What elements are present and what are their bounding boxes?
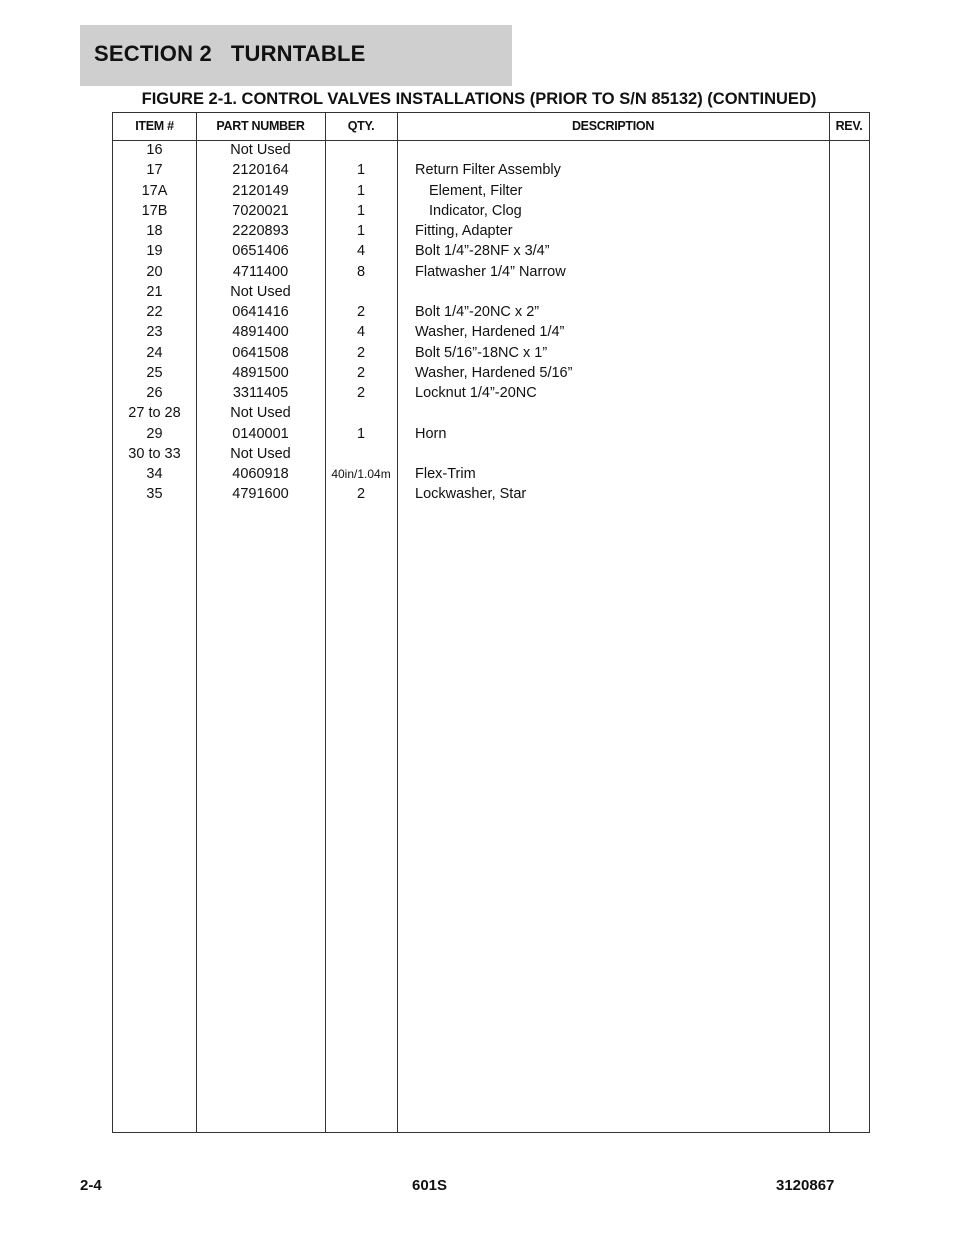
item-cell: 26 xyxy=(146,385,163,401)
qty-cell: 8 xyxy=(356,263,366,280)
item-cell: 24 xyxy=(146,344,163,361)
qty-cell: 1 xyxy=(356,162,366,179)
part-number-cell: 0140001 xyxy=(232,425,289,442)
description-cell: Indicator, Clog xyxy=(429,202,522,219)
table-row xyxy=(113,363,869,383)
part-number-cell: 3311405 xyxy=(232,385,289,401)
description-cell: Bolt 5/16”-18NC x 1” xyxy=(415,344,548,361)
item-cell: 34 xyxy=(146,466,163,482)
table-row xyxy=(113,403,869,423)
item-cell: 29 xyxy=(146,425,163,442)
part-number-cell: Not Used xyxy=(230,142,291,158)
description-cell: Element, Filter xyxy=(429,182,523,199)
table-row xyxy=(113,302,869,322)
table-row xyxy=(113,282,869,302)
description-cell: Return Filter Assembly xyxy=(415,162,561,179)
qty-cell: 4 xyxy=(356,243,366,260)
part-number-cell: Not Used xyxy=(230,405,291,422)
table-row xyxy=(113,201,869,221)
description-cell: Bolt 1/4”-20NC x 2” xyxy=(415,304,540,320)
qty-cell xyxy=(325,282,397,302)
table-row xyxy=(113,241,869,261)
description-cell: Bolt 1/4”-28NF x 3/4” xyxy=(415,243,550,260)
footer-doc-number: 3120867 xyxy=(776,1177,835,1194)
section-header xyxy=(80,25,512,86)
part-number-cell: 2120149 xyxy=(232,182,289,199)
part-number-cell: 7020021 xyxy=(232,202,289,219)
qty-cell: 2 xyxy=(356,364,366,381)
header-rev: REV. xyxy=(835,119,863,133)
part-number-cell: Not Used xyxy=(230,283,291,300)
description-cell xyxy=(415,403,825,423)
item-cell: 17 xyxy=(146,162,163,179)
part-number-cell: 4060918 xyxy=(232,466,289,482)
qty-cell xyxy=(325,140,397,160)
description-cell: Flex-Trim xyxy=(415,466,476,482)
parts-table xyxy=(112,112,870,1133)
description-cell: Locknut 1/4”-20NC xyxy=(415,385,537,401)
part-number-cell: 4791600 xyxy=(232,486,289,503)
qty-cell: 1 xyxy=(356,223,366,239)
part-number-cell: 2120164 xyxy=(232,162,289,179)
item-cell: 22 xyxy=(146,304,163,320)
qty-cell: 1 xyxy=(356,425,366,442)
table-row xyxy=(113,181,869,201)
figure-title: FIGURE 2-1. CONTROL VALVES INSTALLATIONS (PRIOR TO S/N 85132) (CONTINUED) xyxy=(141,90,817,108)
qty-cell: 2 xyxy=(356,304,366,320)
item-cell: 30 to 33 xyxy=(128,445,181,462)
qty-cell: 1 xyxy=(356,202,366,219)
part-number-cell: 2220893 xyxy=(232,223,289,239)
qty-cell: 2 xyxy=(356,344,366,361)
description-cell xyxy=(415,444,825,464)
description-cell: Horn xyxy=(415,425,447,442)
description-cell: Washer, Hardened 1/4” xyxy=(415,324,565,341)
description-cell: Lockwasher, Star xyxy=(415,486,527,503)
table-row xyxy=(113,343,869,363)
table-row xyxy=(113,383,869,403)
description-cell: Fitting, Adapter xyxy=(415,223,513,239)
section-title: SECTION 2 TURNTABLE xyxy=(94,41,366,66)
qty-cell: 4 xyxy=(356,324,366,341)
item-cell: 17A xyxy=(141,182,168,199)
item-cell: 17B xyxy=(141,202,168,219)
item-cell: 16 xyxy=(146,142,163,158)
header-item: ITEM # xyxy=(135,119,174,133)
item-cell: 20 xyxy=(146,263,163,280)
description-cell xyxy=(415,140,825,160)
part-number-cell: Not Used xyxy=(230,445,291,462)
table-row xyxy=(113,424,869,444)
qty-cell: 2 xyxy=(356,486,366,503)
part-number-cell: 0641508 xyxy=(232,344,289,361)
item-cell: 18 xyxy=(146,223,163,239)
item-cell: 35 xyxy=(146,486,163,503)
header-qty: QTY. xyxy=(347,119,375,133)
table-row xyxy=(113,322,869,342)
table-row xyxy=(113,160,869,180)
item-cell: 19 xyxy=(146,243,163,260)
part-number-cell: 0641416 xyxy=(232,304,289,320)
header-part-number: PART NUMBER xyxy=(216,119,305,133)
qty-cell: 2 xyxy=(356,385,366,401)
footer-model: 601S xyxy=(412,1177,448,1194)
qty-cell: 40in/1.04m xyxy=(331,467,391,481)
item-cell: 21 xyxy=(146,283,163,300)
table-row xyxy=(113,444,869,464)
description-cell: Flatwasher 1/4” Narrow xyxy=(415,263,566,280)
footer-page-number: 2-4 xyxy=(80,1177,102,1194)
description-cell xyxy=(415,282,825,302)
table-body xyxy=(113,140,869,505)
part-number-cell: 4891500 xyxy=(232,364,289,381)
item-cell: 25 xyxy=(146,364,163,381)
table-row xyxy=(113,464,869,484)
qty-cell xyxy=(325,403,397,423)
part-number-cell: 4711400 xyxy=(232,263,289,280)
item-cell: 27 to 28 xyxy=(128,405,181,422)
table-row xyxy=(113,484,869,504)
description-cell: Washer, Hardened 5/16” xyxy=(415,364,573,381)
table-header xyxy=(113,113,869,141)
table-row xyxy=(113,262,869,282)
qty-cell xyxy=(325,444,397,464)
header-description: DESCRIPTION xyxy=(571,119,655,133)
qty-cell: 1 xyxy=(356,182,366,199)
part-number-cell: 4891400 xyxy=(232,324,289,341)
part-number-cell: 0651406 xyxy=(232,243,289,260)
table-row xyxy=(113,140,869,160)
item-cell: 23 xyxy=(146,324,163,341)
table-row xyxy=(113,221,869,241)
